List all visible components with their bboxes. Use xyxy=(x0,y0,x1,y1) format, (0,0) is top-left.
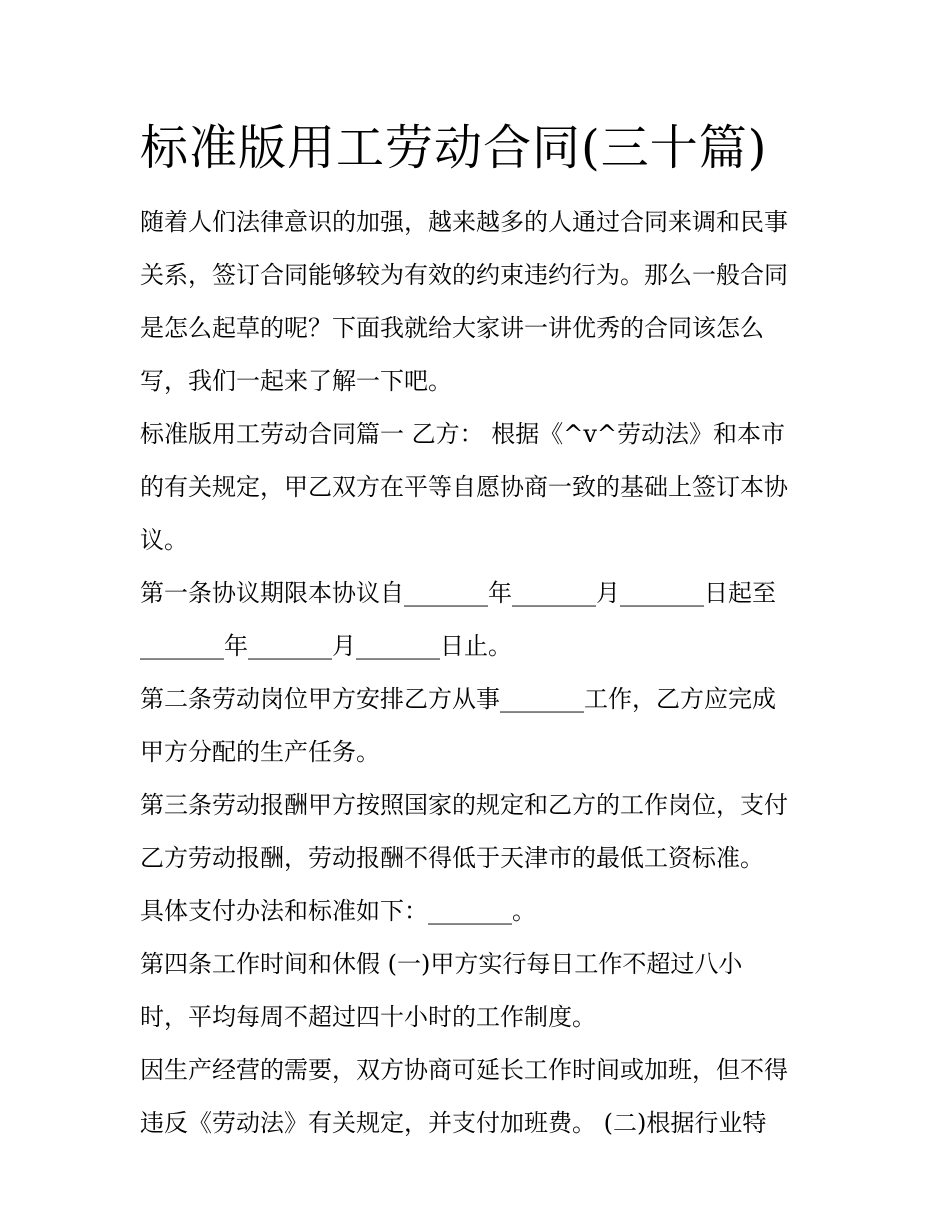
document-title: 标准版用工劳动合同(三十篇) xyxy=(140,120,768,176)
paragraph-line: 违反《劳动法》有关规定，并支付加班费。 (二)根据行业特 xyxy=(140,1109,767,1137)
paragraph-line: 的有关规定，甲乙双方在平等自愿协商一致的基础上签订本协 xyxy=(140,473,788,501)
paragraph-line: 甲方分配的生产任务。 xyxy=(140,738,380,766)
paragraph-line: 标准版用工劳动合同篇一 乙方： 根据《^v^劳动法》和本市 xyxy=(140,420,786,448)
paragraph-line: 议。 xyxy=(140,526,188,554)
paragraph-line: 第四条工作时间和休假 (一)甲方实行每日工作不超过八小 xyxy=(140,950,743,978)
paragraph-line: 因生产经营的需要，双方协商可延长工作时间或加班，但不得 xyxy=(140,1056,788,1084)
paragraph-line: 随着人们法律意识的加强，越来越多的人通过合同来调和民事 xyxy=(140,208,788,236)
paragraph-line: 第二条劳动岗位甲方安排乙方从事_______工作，乙方应完成 xyxy=(140,685,776,713)
paragraph-line: 乙方劳动报酬，劳动报酬不得低于天津市的最低工资标准。 xyxy=(140,844,764,872)
paragraph-line: 关系，签订合同能够较为有效的约束违约行为。那么一般合同 xyxy=(140,261,788,289)
paragraph-line: 写，我们一起来了解一下吧。 xyxy=(140,367,452,395)
paragraph-line: 第一条协议期限本协议自_______年_______月_______日起至 xyxy=(140,579,776,607)
paragraph-line: 是怎么起草的呢？下面我就给大家讲一讲优秀的合同该怎么 xyxy=(140,314,764,342)
paragraph-line: _______年_______月_______日止。 xyxy=(140,632,512,660)
paragraph-line: 具体支付办法和标准如下：_______。 xyxy=(140,897,536,925)
paragraph-line: 第三条劳动报酬甲方按照国家的规定和乙方的工作岗位，支付 xyxy=(140,791,788,819)
paragraph-line: 时，平均每周不超过四十小时的工作制度。 xyxy=(140,1003,596,1031)
